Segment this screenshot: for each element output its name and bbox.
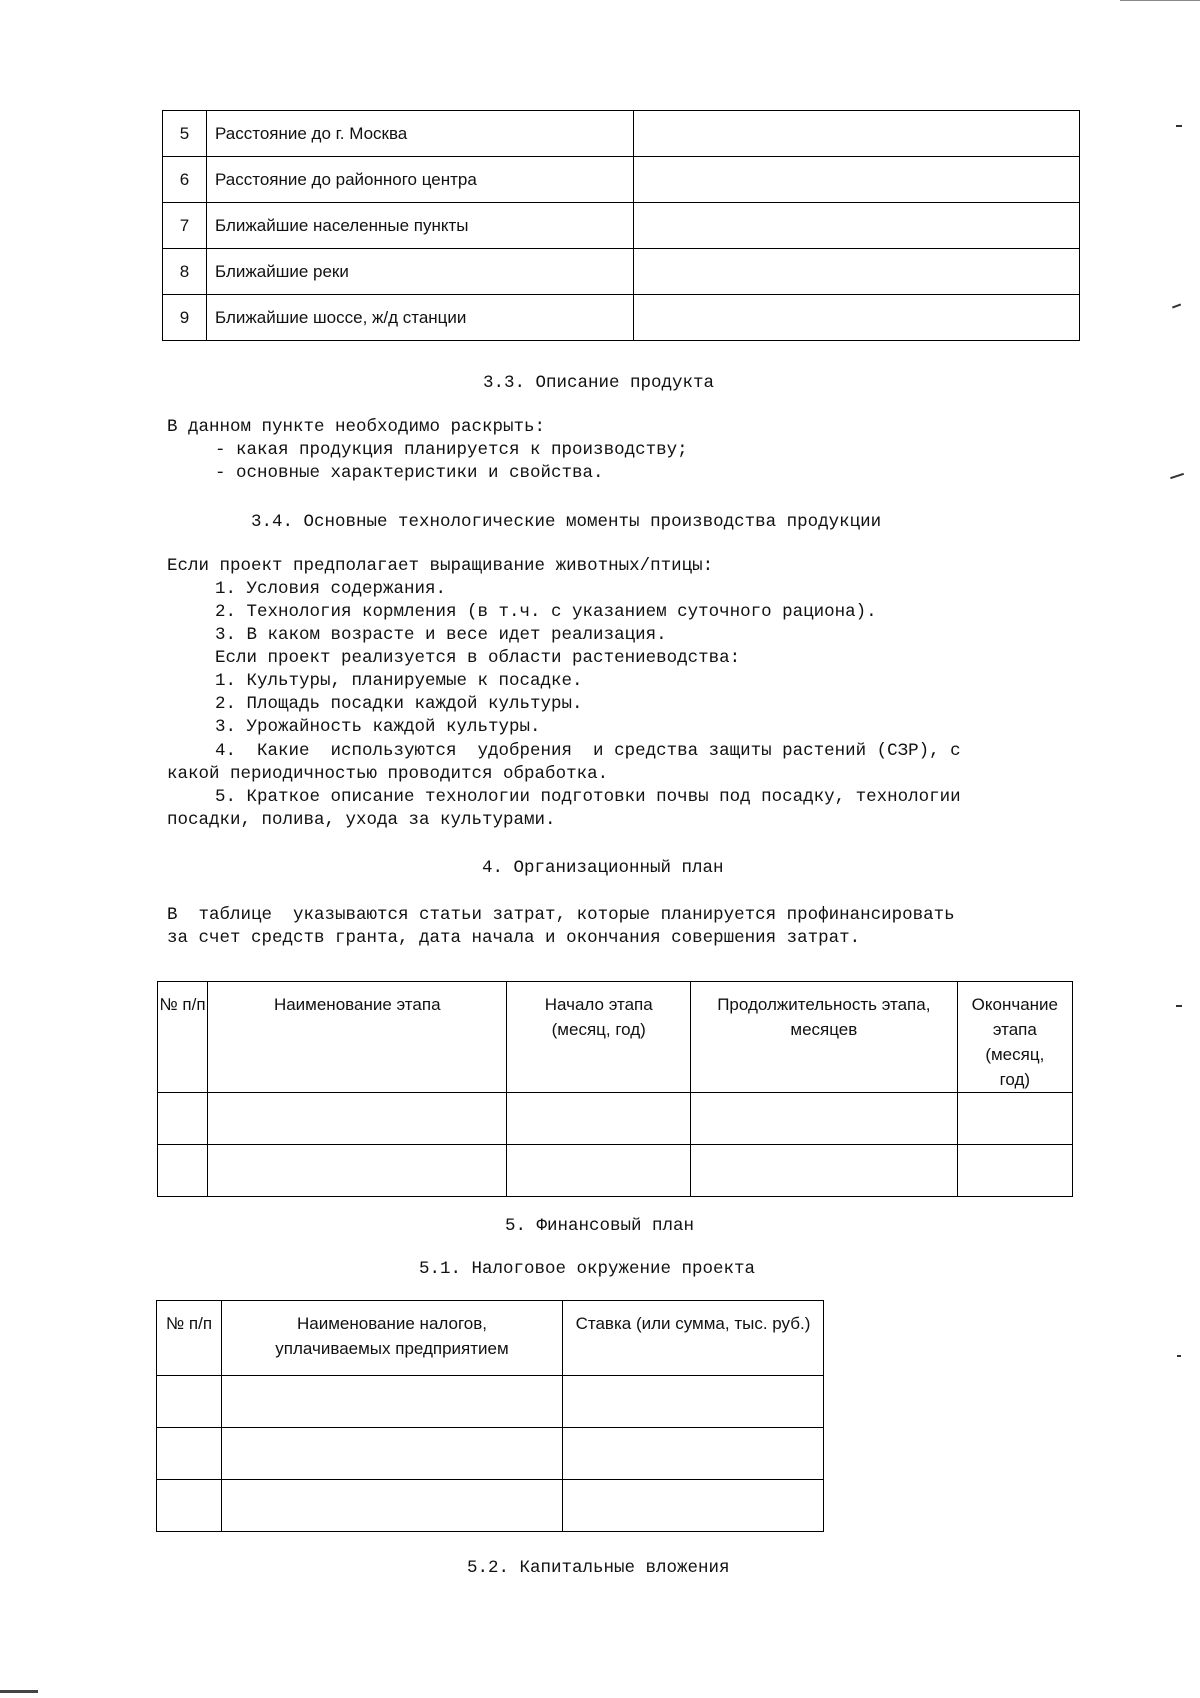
row-number: 7 [163, 203, 207, 249]
row-value[interactable] [634, 157, 1080, 203]
scan-artifact [1176, 125, 1182, 127]
column-header: Продолжительность этапа, месяцев [691, 982, 958, 1093]
table-row [163, 203, 1080, 249]
column-header: Наименование налогов, уплачиваемых предприятием [222, 1301, 563, 1376]
section-5-heading: 5. Финансовый план [505, 1216, 695, 1236]
table-row [163, 295, 1080, 341]
table-row [157, 1480, 824, 1532]
table-header-row [157, 1301, 824, 1376]
table-cell[interactable] [158, 1093, 208, 1145]
table-cell[interactable] [157, 1480, 222, 1532]
section-3-4-item: 1. Условия содержания. [215, 579, 447, 599]
table-row [158, 1145, 1073, 1197]
row-number: 6 [163, 157, 207, 203]
column-header: № п/п [158, 982, 208, 1093]
column-header: Начало этапа (месяц, год) [507, 982, 691, 1093]
row-number: 8 [163, 249, 207, 295]
table-cell[interactable] [507, 1093, 691, 1145]
section-3-4-heading: 3.4. Основные технологические моменты производства продукции [251, 512, 882, 532]
scan-artifact [1170, 473, 1184, 479]
row-label: Ближайшие населенные пункты [207, 203, 634, 249]
section-3-4-item: 1. Культуры, планируемые к посадке. [215, 671, 583, 691]
table-header-row [158, 982, 1073, 1093]
table-row [158, 1093, 1073, 1145]
section-3-4-item-continued: посадки, полива, ухода за культурами. [167, 810, 556, 830]
table-cell[interactable] [563, 1428, 824, 1480]
table-row [163, 249, 1080, 295]
section-3-4-item: 5. Краткое описание технологии подготовки почвы под посадку, технологии [215, 787, 961, 807]
stages-table [157, 981, 1073, 1197]
section-3-4-item-continued: какой периодичностью проводится обработка. [167, 764, 609, 784]
table-cell[interactable] [208, 1093, 507, 1145]
section-4-text: за счет средств гранта, дата начала и окончания совершения затрат. [167, 928, 861, 948]
table-cell[interactable] [222, 1376, 563, 1428]
table-cell[interactable] [563, 1480, 824, 1532]
table-cell[interactable] [222, 1480, 563, 1532]
section-3-4-intro: Если проект предполагает выращивание животных/птицы: [167, 556, 714, 576]
table-cell[interactable] [691, 1145, 958, 1197]
section-3-3-item: - основные характеристики и свойства. [215, 463, 604, 483]
table-row [157, 1376, 824, 1428]
row-value[interactable] [634, 249, 1080, 295]
section-3-4-item: 4. Какие используются удобрения и средства защиты растений (СЗР), с [215, 741, 961, 761]
row-value[interactable] [634, 111, 1080, 157]
table-cell[interactable] [157, 1428, 222, 1480]
table-cell[interactable] [957, 1145, 1072, 1197]
column-header: Ставка (или сумма, тыс. руб.) [563, 1301, 824, 1376]
table-cell[interactable] [563, 1376, 824, 1428]
section-3-4-item: 2. Технология кормления (в т.ч. с указанием суточного рациона). [215, 602, 877, 622]
table-cell[interactable] [222, 1428, 563, 1480]
row-label: Ближайшие шоссе, ж/д станции [207, 295, 634, 341]
table-cell[interactable] [157, 1376, 222, 1428]
scan-artifact [1177, 1355, 1181, 1357]
row-value[interactable] [634, 203, 1080, 249]
taxes-table [156, 1300, 824, 1532]
scan-artifact [1176, 1005, 1182, 1007]
section-4-text: В таблице указываются статьи затрат, которые планируется профинансировать [167, 905, 955, 925]
row-value[interactable] [634, 295, 1080, 341]
row-number: 5 [163, 111, 207, 157]
section-5-1-heading: 5.1. Налоговое окружение проекта [419, 1259, 756, 1279]
scan-artifact [0, 1690, 38, 1693]
table-row [163, 157, 1080, 203]
column-header: Окончание этапа (месяц, год) [957, 982, 1072, 1093]
section-3-3-intro: В данном пункте необходимо раскрыть: [167, 417, 546, 437]
table-row [163, 111, 1080, 157]
section-3-3-heading: 3.3. Описание продукта [483, 373, 715, 393]
section-5-2-heading: 5.2. Капитальные вложения [467, 1558, 730, 1578]
section-4-heading: 4. Организационный план [482, 858, 724, 878]
table-cell[interactable] [957, 1093, 1072, 1145]
section-3-4-item: 2. Площадь посадки каждой культуры. [215, 694, 583, 714]
table-cell[interactable] [158, 1145, 208, 1197]
section-3-3-item: - какая продукция планируется к производству; [215, 440, 688, 460]
table-cell[interactable] [208, 1145, 507, 1197]
section-3-4-item: 3. Урожайность каждой культуры. [215, 717, 541, 737]
location-table [162, 110, 1080, 341]
scan-artifact [1120, 0, 1200, 1]
row-label: Ближайшие реки [207, 249, 634, 295]
table-row [157, 1428, 824, 1480]
column-header: № п/п [157, 1301, 222, 1376]
section-3-4-item: 3. В каком возрасте и весе идет реализация. [215, 625, 667, 645]
column-header: Наименование этапа [208, 982, 507, 1093]
row-label: Расстояние до районного центра [207, 157, 634, 203]
table-cell[interactable] [507, 1145, 691, 1197]
scan-artifact [1172, 304, 1181, 308]
row-label: Расстояние до г. Москва [207, 111, 634, 157]
section-3-4-plant-intro: Если проект реализуется в области растениеводства: [215, 648, 741, 668]
row-number: 9 [163, 295, 207, 341]
table-cell[interactable] [691, 1093, 958, 1145]
